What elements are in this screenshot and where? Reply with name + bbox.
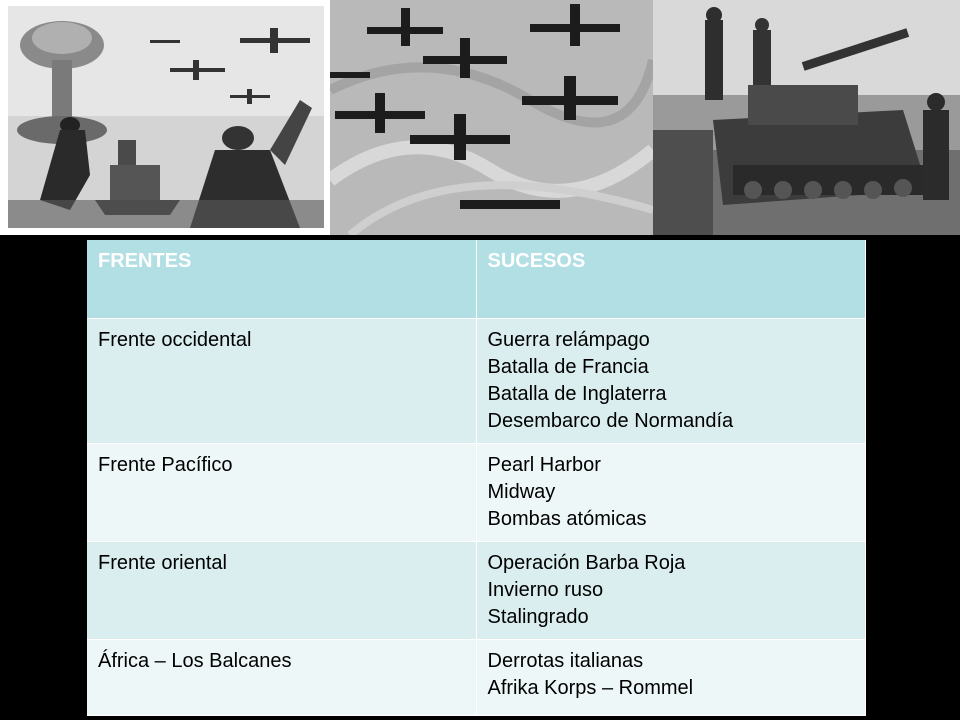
front-cell: Frente Pacífico xyxy=(87,444,476,542)
tank-photo xyxy=(653,0,960,235)
war-collage-photo-icon xyxy=(0,0,330,235)
event-item: Batalla de Inglaterra xyxy=(487,383,667,405)
bomber-formation-photo-icon xyxy=(330,0,653,235)
table-row xyxy=(87,640,865,716)
event-item: Batalla de Francia xyxy=(487,356,649,378)
fronts-events-table xyxy=(87,240,866,716)
events-cell xyxy=(476,542,865,640)
event-item: Invierno ruso xyxy=(487,579,604,601)
events-cell xyxy=(476,319,865,444)
event-item: Stalingrado xyxy=(487,606,589,628)
event-item: Operación Barba Roja xyxy=(487,552,686,574)
tank-photo-icon xyxy=(653,0,960,235)
event-item: Afrika Korps – Rommel xyxy=(487,677,694,699)
front-cell: África – Los Balcanes xyxy=(87,640,476,716)
event-item: Guerra relámpago xyxy=(487,329,650,351)
war-collage-photo xyxy=(0,0,330,235)
front-cell: Frente oriental xyxy=(87,542,476,640)
bomber-formation-photo xyxy=(330,0,653,235)
event-item: Midway xyxy=(487,481,556,503)
header-frentes: FRENTES xyxy=(87,240,476,319)
table-row xyxy=(87,319,865,444)
events-cell xyxy=(476,640,865,716)
table-row xyxy=(87,542,865,640)
table-row xyxy=(87,444,865,542)
header-sucesos: SUCESOS xyxy=(476,240,865,319)
front-cell: Frente occidental xyxy=(87,319,476,444)
event-item: Bombas atómicas xyxy=(487,508,647,530)
event-item: Pearl Harbor xyxy=(487,454,601,476)
table-header-row xyxy=(87,240,865,319)
events-cell xyxy=(476,444,865,542)
event-item: Derrotas italianas xyxy=(487,650,644,672)
event-item: Desembarco de Normandía xyxy=(487,410,734,432)
